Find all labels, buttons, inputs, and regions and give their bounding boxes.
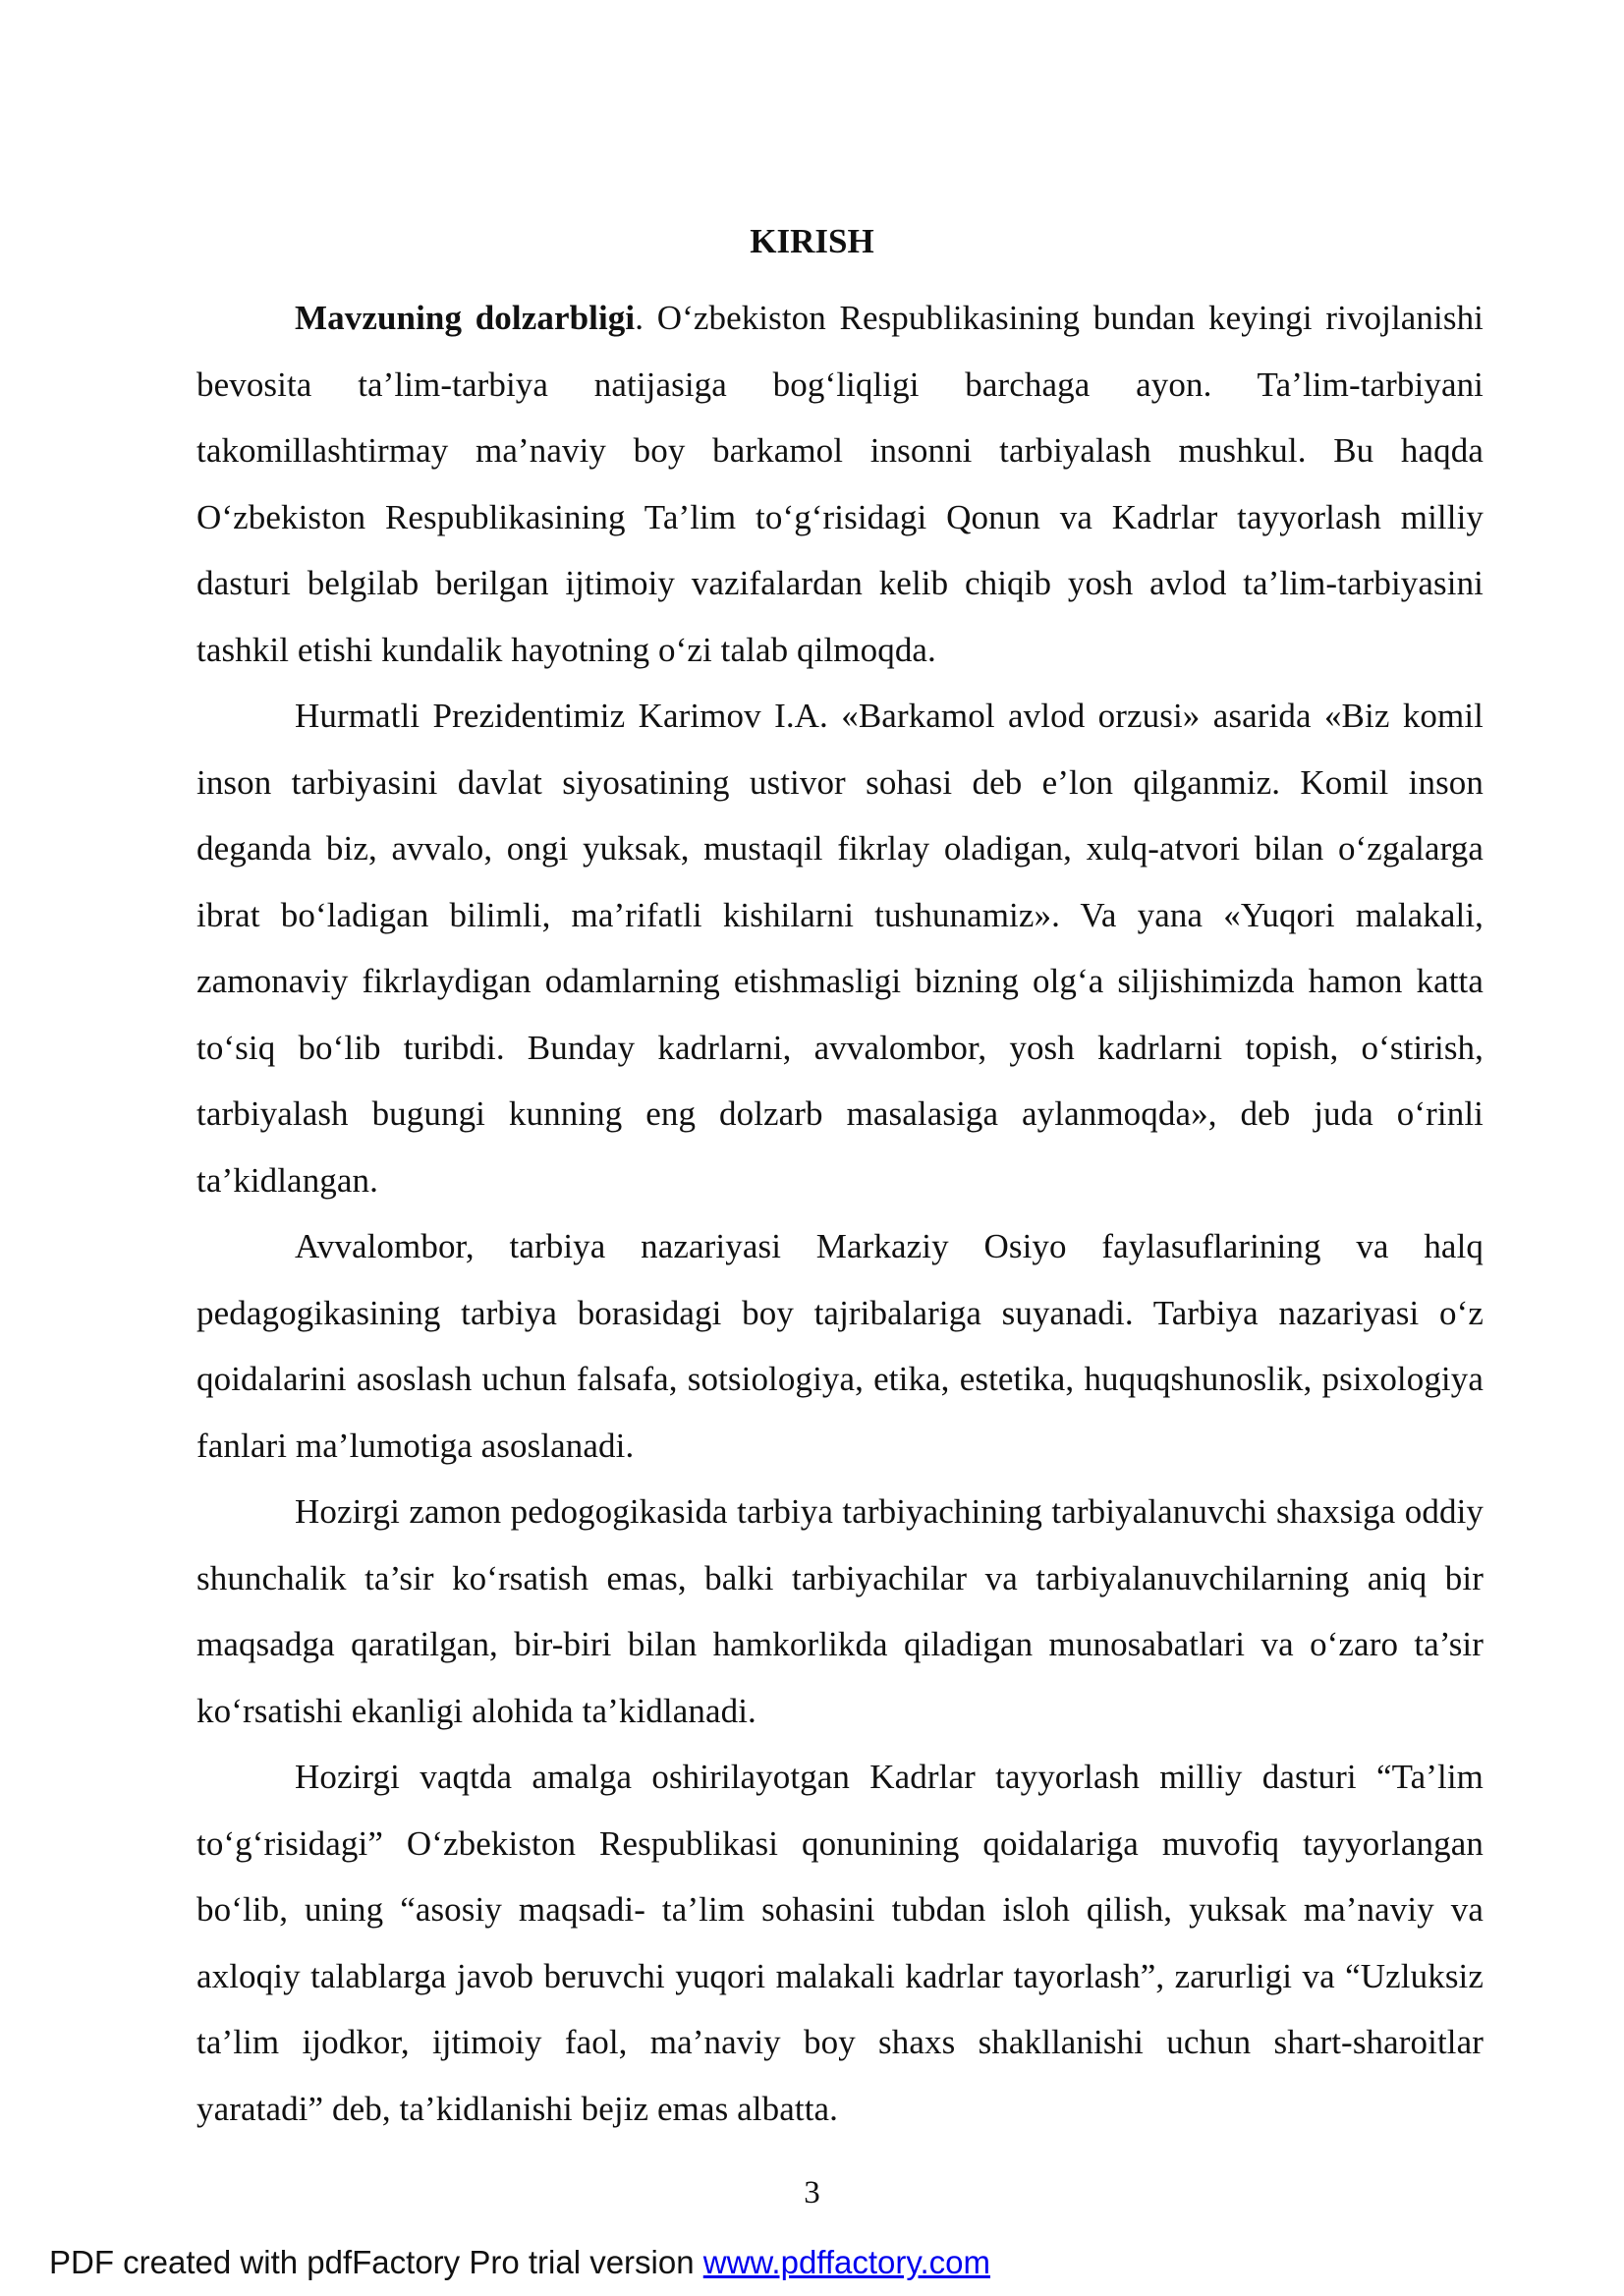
paragraph-4: Hozirgi zamon pedogogikasida tarbiya tarbiyachining tarbiyalanuvchi shaxsiga oddiy shunchalik ta’sir ko‘rsatish emas, balki tarbiyachilar va tarbiyalanuvchilarning aniq bir maqsadga qaratilgan, bir-biri bilan hamkorlikda qiladigan munosabatlari va o‘zaro ta’sir ko‘rsatishi ekanligi alohida ta’kidlanadi. [196,1492,1484,1730]
body-text [196,285,1484,2142]
pdf-footer [49,2243,990,2282]
footer-link[interactable]: www.pdffactory.com [702,2244,990,2280]
page-number: 3 [804,2175,820,2211]
paragraph-lead: Mavzuning dolzarbligi [295,299,636,337]
paragraph-3: Avvalombor, tarbiya nazariyasi Markaziy Osiyo faylasuflarining va halq pedagogikasining tarbiya borasidagi boy tajribalariga suyanadi. Tarbiya nazariyasi o‘z qoidalarini asoslash uchun falsafa, sotsiologiya, etika, estetika, huquqshunoslik, psixologiya fanlari ma’lumotiga asoslanadi. [196,1227,1484,1465]
paragraph-2: Hurmatli Prezidentimiz Karimov I.A. «Barkamol avlod orzusi» asarida «Biz komil inson tarbiyasini davlat siyosatining ustivor sohasi deb e’lon qilganmiz. Komil inson deganda biz, avvalo, ongi yuksak, mustaqil fikrlay oladigan, xulq-atvori bilan o‘zgalarga ibrat bo‘ladigan bilimli, ma’rifatli kishilarni tushunamiz». Va yana «Yuqori malakali, zamonaviy fikrlaydigan odamlarning etishmasligi bizning olg‘a siljishimizda hamon katta to‘siq bo‘lib turibdi. Bunday kadrlarni, avvalombor, yosh kadrlarni topish, o‘stirish, tarbiyalash bugungi kunning eng dolzarb masalasiga aylanmoqda», deb juda o‘rinli ta’kidlangan. [196,697,1484,1200]
paragraph-text: . O‘zbekiston Respublikasining bundan keyingi rivojlanishi bevosita ta’lim-tarbiya natijasiga bog‘liqligi barchaga ayon. Ta’lim-tarbiyani takomillashtirmay ma’naviy boy barkamol insonni tarbiyalash mushkul. Bu haqda O‘zbekiston Respublikasining Ta’lim to‘g‘risidagi Qonun va Kadrlar tayyorlash milliy dasturi belgilab berilgan ijtimoiy vazifalardan kelib chiqib yosh avlod ta’lim-tarbiyasini tashkil etishi kundalik hayotning o‘zi talab qilmoqda. [196,299,1484,669]
paragraph-1 [196,285,1484,683]
footer-text: PDF created with pdfFactory Pro trial version [49,2244,703,2280]
page-title: KIRISH [750,222,874,260]
paragraph-5: Hozirgi vaqtda amalga oshirilayotgan Kadrlar tayyorlash milliy dasturi “Ta’lim to‘g‘risidagi” O‘zbekiston Respublikasi qonunining qoidalariga muvofiq tayyorlangan bo‘lib, uning “asosiy maqsadi- ta’lim sohasini tubdan isloh qilish, yuksak ma’naviy va axloqiy talablarga javob beruvchi yuqori malakali kadrlar tayorlash”, zarurligi va “Uzluksiz ta’lim ijodkor, ijtimoiy faol, ma’naviy boy shaxs shakllanishi uchun shart-sharoitlar yaratadi” deb, ta’kidlanishi bejiz emas albatta. [196,1758,1484,2128]
